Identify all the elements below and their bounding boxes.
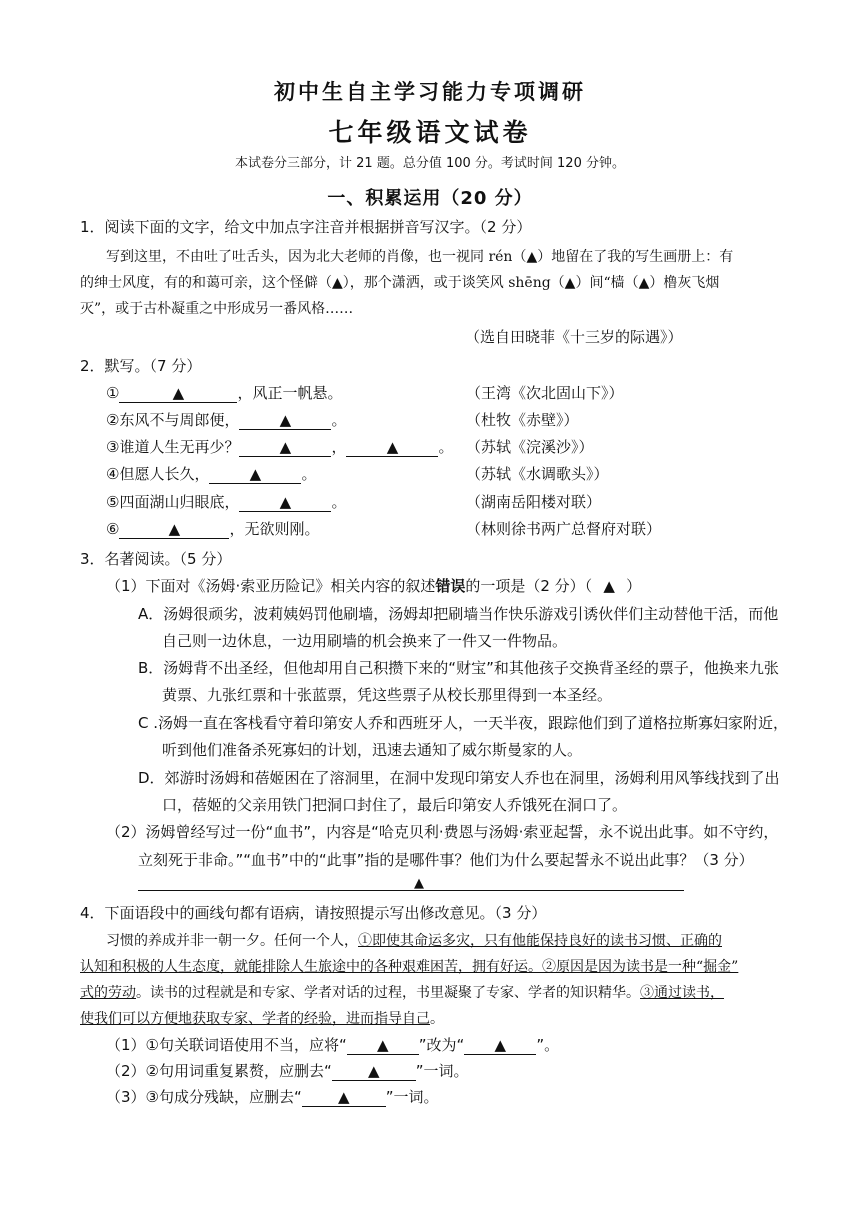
q4-passage-text: 。 bbox=[430, 1011, 444, 1027]
q2-source: （杜牧《赤壁》） bbox=[466, 411, 579, 429]
q2-item-text: 。 bbox=[331, 411, 347, 429]
q4-underlined-sentence: 式的劳动 bbox=[80, 985, 136, 1001]
q2-item bbox=[106, 436, 453, 457]
q2-item-text: ，风正一帆悬。 bbox=[237, 384, 343, 402]
answer-marker[interactable]: ▲ bbox=[603, 577, 615, 595]
option-c-line-2: 听到他们准备杀死寡妇的计划，迅速去通知了威尔斯曼家的人。 bbox=[162, 741, 583, 759]
option-d-line-1: D．郊游时汤姆和蓓姬困在了溶洞里，在洞中发现印第安人乔也在洞里，汤姆利用风筝线找到了出 bbox=[138, 769, 780, 787]
q2-item-text: ⑥ bbox=[106, 520, 120, 538]
q4-sub-text: ”一词。 bbox=[415, 1062, 469, 1080]
answer-blank[interactable]: ▲ bbox=[119, 385, 237, 403]
q4-sub-text: （2）②句用词重复累赘，应删去“ bbox=[106, 1062, 332, 1080]
q4-sub-text: ”一词。 bbox=[385, 1088, 439, 1106]
q4-passage-line-4 bbox=[80, 1008, 444, 1028]
option-c-line-1: C .汤姆一直在客栈看守着印第安人乔和西班牙人，一天半夜，跟踪他们到了道格拉斯寡妇家附近， bbox=[138, 714, 789, 732]
option-a-line-2: 自己则一边休息，一边用刷墙的机会换来了一件又一件物品。 bbox=[162, 632, 568, 650]
q4-passage-line-3 bbox=[80, 982, 724, 1002]
answer-blank[interactable]: ▲ bbox=[464, 1037, 536, 1055]
answer-blank[interactable]: ▲ bbox=[239, 494, 331, 512]
q1-passage-line-1: 写到这里，不由吐了吐舌头，因为北大老师的肖像，也一视同 rén（▲）地留在了我的写生画册上：有 bbox=[106, 249, 734, 265]
q4-passage-line-1 bbox=[106, 930, 722, 950]
q2-prompt: 2．默写。（7 分） bbox=[80, 357, 202, 375]
q4-passage-text: 习惯的养成并非一朝一夕。任何一个人， bbox=[106, 933, 358, 949]
q2-item bbox=[106, 409, 346, 430]
q3-sub1-emphasis: 错误 bbox=[435, 577, 466, 595]
q1-passage-line-2: 的绅士风度，有的和蔼可亲，这个怪僻（▲），那个潇洒，或于谈笑风 shēng（▲）间“樯（▲）橹灰飞烟 bbox=[80, 275, 720, 291]
q4-underlined-sentence: 使我们可以方便地获取专家、学者的经验，进而指导自己 bbox=[80, 1011, 430, 1027]
q1-source: （选自田晓菲《十三岁的际遇》） bbox=[465, 328, 683, 346]
section-heading: 一、积累运用（20 分） bbox=[327, 188, 533, 209]
answer-marker: ▲ bbox=[414, 876, 424, 891]
q4-sub-text: ”改为“ bbox=[418, 1036, 465, 1054]
q2-source: （湖南岳阳楼对联） bbox=[466, 493, 602, 511]
q2-item-text: ②东风不与周郎便， bbox=[106, 411, 240, 429]
q4-prompt: 4．下面语段中的画线句都有语病，请按照提示写出修改意见。（3 分） bbox=[80, 904, 547, 922]
q2-item-text: ， bbox=[331, 438, 347, 456]
q4-underlined-sentence: ①即使其命运多灾，只有他能保持良好的读书习惯、正确的 bbox=[358, 933, 722, 949]
q1-passage-line-3: 灭”，或于古朴凝重之中形成另一番风格…… bbox=[80, 301, 354, 317]
q2-item-text: ⑤四面湖山归眼底， bbox=[106, 493, 240, 511]
answer-blank[interactable]: ▲ bbox=[346, 439, 438, 457]
exam-subtitle: 七年级语文试卷 bbox=[328, 118, 532, 147]
q2-source: （苏轼《水调歌头》） bbox=[466, 465, 609, 483]
q1-prompt: 1．阅读下面的文字，给文中加点字注音并根据拼音写汉字。（2 分） bbox=[80, 218, 532, 236]
answer-blank[interactable]: ▲ bbox=[332, 1063, 416, 1081]
q2-item-text: ① bbox=[106, 384, 120, 402]
q4-sub-text: （1）①句关联词语使用不当，应将“ bbox=[106, 1036, 347, 1054]
answer-blank[interactable]: ▲ bbox=[347, 1037, 419, 1055]
option-a-line-1: A．汤姆很顽劣，波莉姨妈罚他刷墙，汤姆却把刷墙当作快乐游戏引诱伙伴们主动替他干活，而他 bbox=[138, 605, 779, 623]
exam-title: 初中生自主学习能力专项调研 bbox=[274, 80, 586, 104]
q4-underlined-sentence: 认知和积极的人生态度，就能排除人生旅途中的各种艰难困苦，拥有好运 bbox=[80, 959, 528, 975]
answer-blank[interactable]: ▲ bbox=[302, 1089, 386, 1107]
q4-sub-text: ”。 bbox=[536, 1036, 560, 1054]
option-b-line-2: 黄票、九张红票和十张蓝票，凭这些票子从校长那里得到一本圣经。 bbox=[162, 686, 613, 704]
q3-sub1 bbox=[106, 575, 641, 596]
q3-sub1-text: （1）下面对《汤姆·索亚历险记》相关内容的叙述 bbox=[106, 577, 436, 595]
option-b-line-1: B．汤姆背不出圣经，但他却用自己积攒下来的“财宝”和其他孩子交换背圣经的票子，他换来九张 bbox=[138, 659, 779, 677]
q2-item-text: ④但愿人长久， bbox=[106, 465, 210, 483]
q4-passage-text: 。②原因是因为读书是一种“掘金” bbox=[528, 959, 739, 975]
q3-sub2-line-1: （2）汤姆曾经写过一份“血书”，内容是“哈克贝利·费恩与汤姆·索亚起誓，永不说出此事。如不守约， bbox=[106, 823, 779, 841]
q4-passage-line-2 bbox=[80, 956, 738, 976]
q3-sub1-text: ） bbox=[626, 577, 642, 595]
option-d-line-2: 口，蓓姬的父亲用铁门把洞口封住了，最后印第安人乔饿死在洞口了。 bbox=[162, 796, 628, 814]
q2-item bbox=[106, 518, 319, 539]
q4-passage-text: 。读书的过程就是和专家、学者对话的过程，书里凝聚了专家、学者的知识精华。 bbox=[136, 985, 640, 1001]
q2-item-text: ，无欲则刚。 bbox=[229, 520, 320, 538]
q4-sub-text: （3）③句成分残缺，应删去“ bbox=[106, 1088, 302, 1106]
q4-sub3 bbox=[106, 1086, 439, 1107]
q4-underlined-sentence: ③通过读书， bbox=[640, 985, 724, 1001]
q3-sub2-line-2: 立刻死于非命。”“血书”中的“此事”指的是哪件事？他们为什么要起誓永不说出此事？（3 分） bbox=[138, 851, 754, 869]
q2-item-text: 。 bbox=[301, 465, 317, 483]
q2-source: （林则徐书两广总督府对联） bbox=[466, 520, 662, 538]
q2-source: （苏轼《浣溪沙》） bbox=[466, 438, 594, 456]
answer-blank[interactable]: ▲ bbox=[239, 439, 331, 457]
q2-source: （王湾《次北固山下》） bbox=[466, 384, 624, 402]
q2-item-text: 。 bbox=[438, 438, 454, 456]
exam-info: 本试卷分三部分，计 21 题。总分值 100 分。考试时间 120 分钟。 bbox=[235, 156, 625, 171]
q2-item bbox=[106, 463, 316, 484]
q2-item-text: 。 bbox=[331, 493, 347, 511]
q2-item bbox=[106, 382, 342, 403]
q4-sub1 bbox=[106, 1034, 559, 1055]
q2-item-text: ③谁道人生无再少？ bbox=[106, 438, 240, 456]
q3-prompt: 3．名著阅读。（5 分） bbox=[80, 550, 232, 568]
q2-item bbox=[106, 491, 346, 512]
answer-blank[interactable]: ▲ bbox=[239, 412, 331, 430]
answer-blank[interactable]: ▲ bbox=[209, 466, 301, 484]
answer-line[interactable] bbox=[138, 890, 684, 891]
q3-sub1-text: 的一项是（2 分）（ bbox=[465, 577, 593, 595]
answer-blank[interactable]: ▲ bbox=[119, 521, 229, 539]
q4-sub2 bbox=[106, 1060, 469, 1081]
